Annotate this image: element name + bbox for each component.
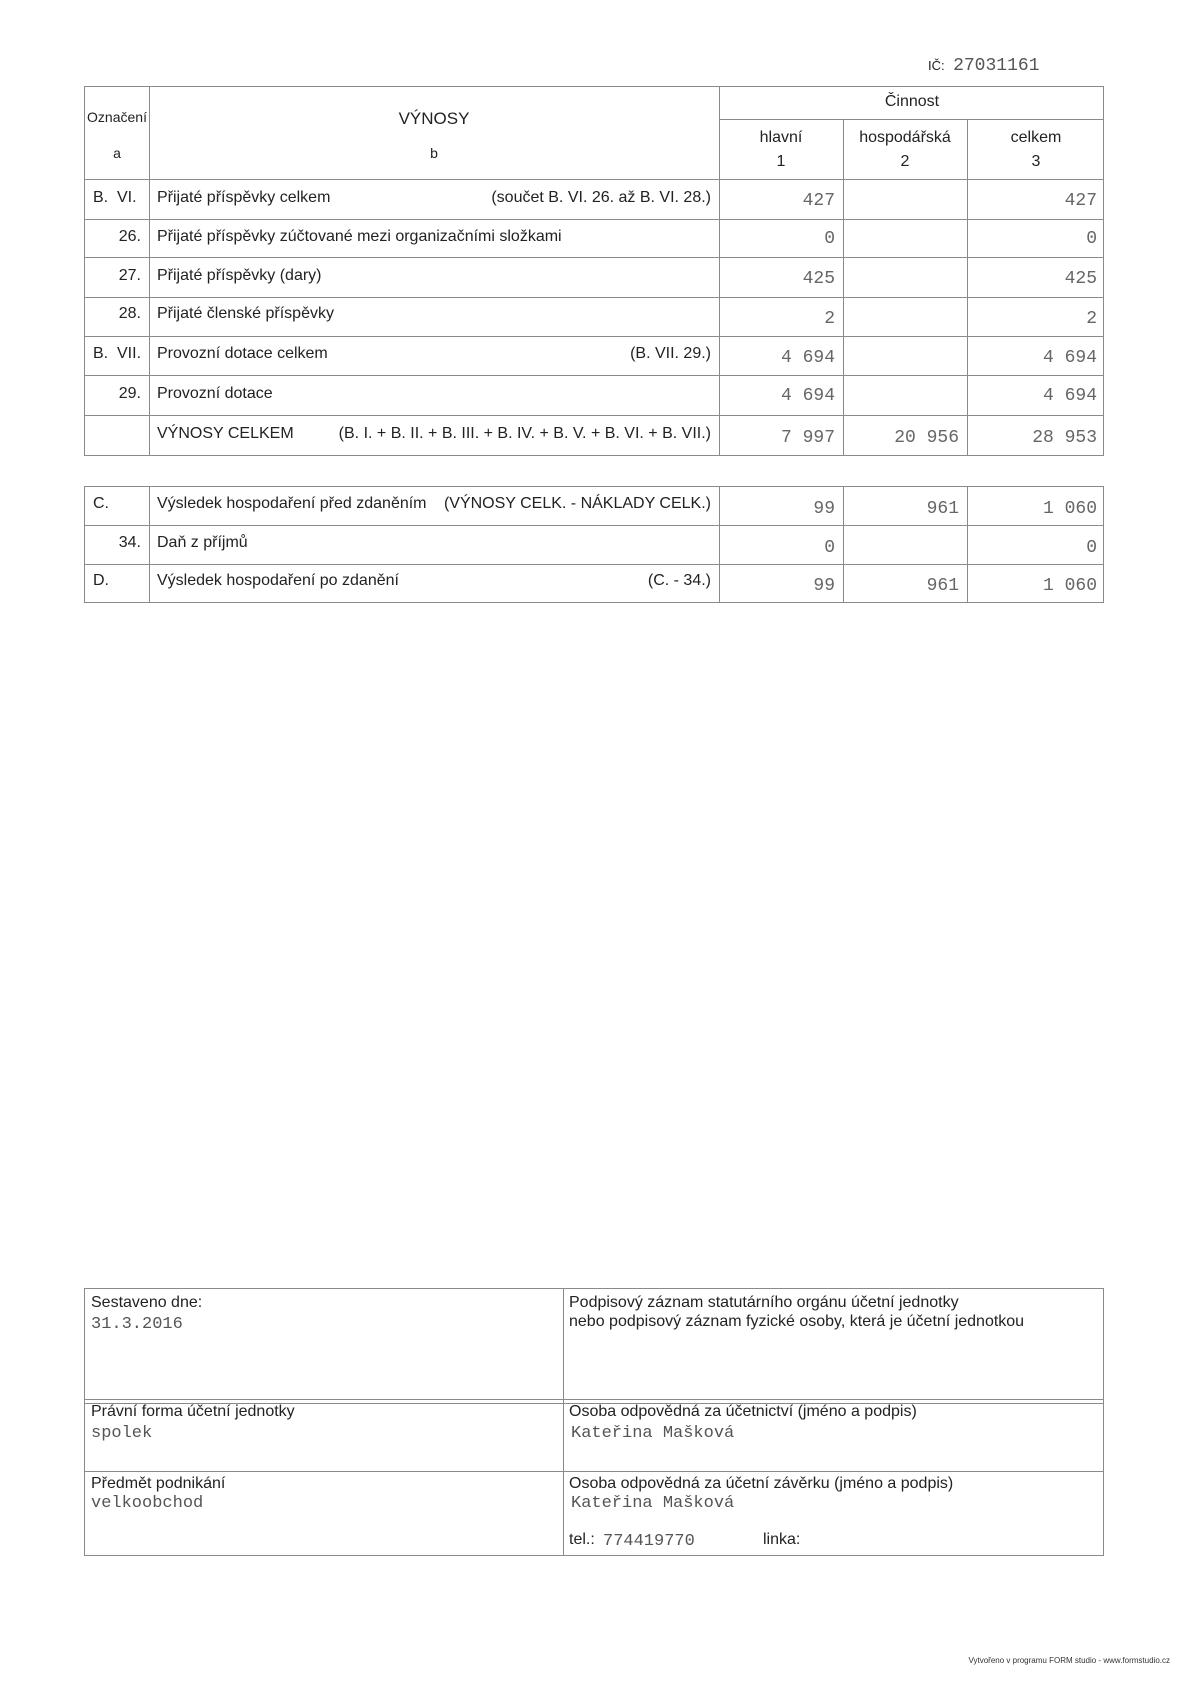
row-hospodarska: 961 xyxy=(926,576,959,596)
row-hlavni: 427 xyxy=(802,191,835,211)
row-text: Přijaté členské příspěvky xyxy=(157,305,334,322)
result-table xyxy=(84,486,1104,603)
row-hlavni: 4 694 xyxy=(780,386,835,406)
row-text: Daň z příjmů xyxy=(157,534,248,551)
row-note: (VÝNOSY CELK. - NÁKLADY CELK.) xyxy=(443,495,711,512)
tel-label: tel.: xyxy=(569,1531,595,1548)
sestaveno-value: 31.3.2016 xyxy=(91,1315,183,1334)
predmet-label: Předmět podnikání xyxy=(91,1475,226,1492)
row-text: Přijaté příspěvky (dary) xyxy=(157,267,322,284)
row-hospodarska: 961 xyxy=(926,499,959,519)
row-text: Provozní dotace celkem xyxy=(157,345,328,362)
zaverka-value: Kateřina Mašková xyxy=(571,1494,735,1513)
linka-label: linka: xyxy=(763,1531,801,1548)
row-code: B. VI. xyxy=(93,189,137,206)
row-code: D. xyxy=(93,572,109,589)
row-hospodarska: 20 956 xyxy=(894,428,959,448)
row-celkem: 1 060 xyxy=(1042,576,1097,596)
row-text: Výsledek hospodaření před zdaněním xyxy=(157,495,427,512)
header-celkem: celkem xyxy=(1010,129,1062,146)
ic-label: IČ: xyxy=(928,58,945,73)
row-celkem: 1 060 xyxy=(1042,499,1097,519)
row-celkem: 2 xyxy=(1086,309,1097,329)
row-text: VÝNOSY CELKEM xyxy=(157,425,294,442)
header-n1: 1 xyxy=(776,153,786,170)
row-code: C. xyxy=(93,495,109,512)
row-code: 29. xyxy=(118,385,141,402)
footer-note: Vytvořeno v programu FORM studio - www.formstudio.cz xyxy=(968,1656,1170,1665)
header-hlavni: hlavní xyxy=(759,129,803,146)
header-n2: 2 xyxy=(900,153,910,170)
row-hlavni: 0 xyxy=(824,229,835,249)
sestaveno-label: Sestaveno dne: xyxy=(91,1294,203,1311)
row-hlavni: 2 xyxy=(824,309,835,329)
row-text: Provozní dotace xyxy=(157,385,273,402)
row-code: 27. xyxy=(118,267,141,284)
row-note: (C. - 34.) xyxy=(647,572,711,589)
signature-table xyxy=(84,1288,1104,1556)
podpis-line2: nebo podpisový záznam fyzické osoby, která je účetní jednotkou xyxy=(569,1313,1025,1330)
row-hlavni: 0 xyxy=(824,538,835,558)
pravni-forma-label: Právní forma účetní jednotky xyxy=(91,1403,295,1420)
podpis-line1: Podpisový záznam statutárního orgánu účetní jednotky xyxy=(569,1294,959,1311)
row-celkem: 0 xyxy=(1086,229,1097,249)
row-text: Přijaté příspěvky zúčtované mezi organizačními složkami xyxy=(157,228,562,245)
zaverka-label: Osoba odpovědná za účetní závěrku (jméno a podpis) xyxy=(569,1475,954,1492)
header-hospodarska: hospodářská xyxy=(859,129,951,146)
header-n3: 3 xyxy=(1031,153,1041,170)
ic-block xyxy=(928,56,1040,76)
ic-value: 27031161 xyxy=(953,56,1040,76)
row-hlavni: 99 xyxy=(813,499,835,519)
row-note: (součet B. VI. 26. až B. VI. 28.) xyxy=(491,189,711,206)
row-code: B. VII. xyxy=(93,345,142,362)
row-note: (B. VII. 29.) xyxy=(630,345,711,362)
header-col-a: a xyxy=(113,145,121,161)
row-hlavni: 7 997 xyxy=(780,428,835,448)
row-celkem: 4 694 xyxy=(1042,386,1097,406)
row-text: Přijaté příspěvky celkem xyxy=(157,189,331,206)
predmet-value: velkoobchod xyxy=(91,1494,204,1513)
revenue-table xyxy=(84,86,1104,456)
row-celkem: 0 xyxy=(1086,538,1097,558)
row-hlavni: 99 xyxy=(813,576,835,596)
row-hlavni: 425 xyxy=(802,269,835,289)
row-celkem: 427 xyxy=(1064,191,1097,211)
row-code: 28. xyxy=(118,305,141,322)
header-vynosy: VÝNOSY xyxy=(398,109,470,128)
tel-value: 774419770 xyxy=(603,1532,695,1551)
ucetnictvi-value: Kateřina Mašková xyxy=(571,1424,735,1443)
row-hlavni: 4 694 xyxy=(780,348,835,368)
row-note: (B. I. + B. II. + B. III. + B. IV. + B. V. + B. VI. + B. VII.) xyxy=(338,425,711,442)
row-code: 34. xyxy=(118,534,141,551)
ucetnictvi-label: Osoba odpovědná za účetnictví (jméno a podpis) xyxy=(569,1403,917,1420)
header-cinnost: Činnost xyxy=(884,93,940,110)
row-celkem: 425 xyxy=(1064,269,1097,289)
row-celkem: 4 694 xyxy=(1042,348,1097,368)
header-oznaceni: Označení xyxy=(87,109,147,125)
row-text: Výsledek hospodaření po zdanění xyxy=(157,572,399,589)
header-col-b: b xyxy=(430,145,438,161)
row-code: 26. xyxy=(118,228,141,245)
row-celkem: 28 953 xyxy=(1032,428,1097,448)
pravni-forma-value: spolek xyxy=(91,1424,153,1443)
